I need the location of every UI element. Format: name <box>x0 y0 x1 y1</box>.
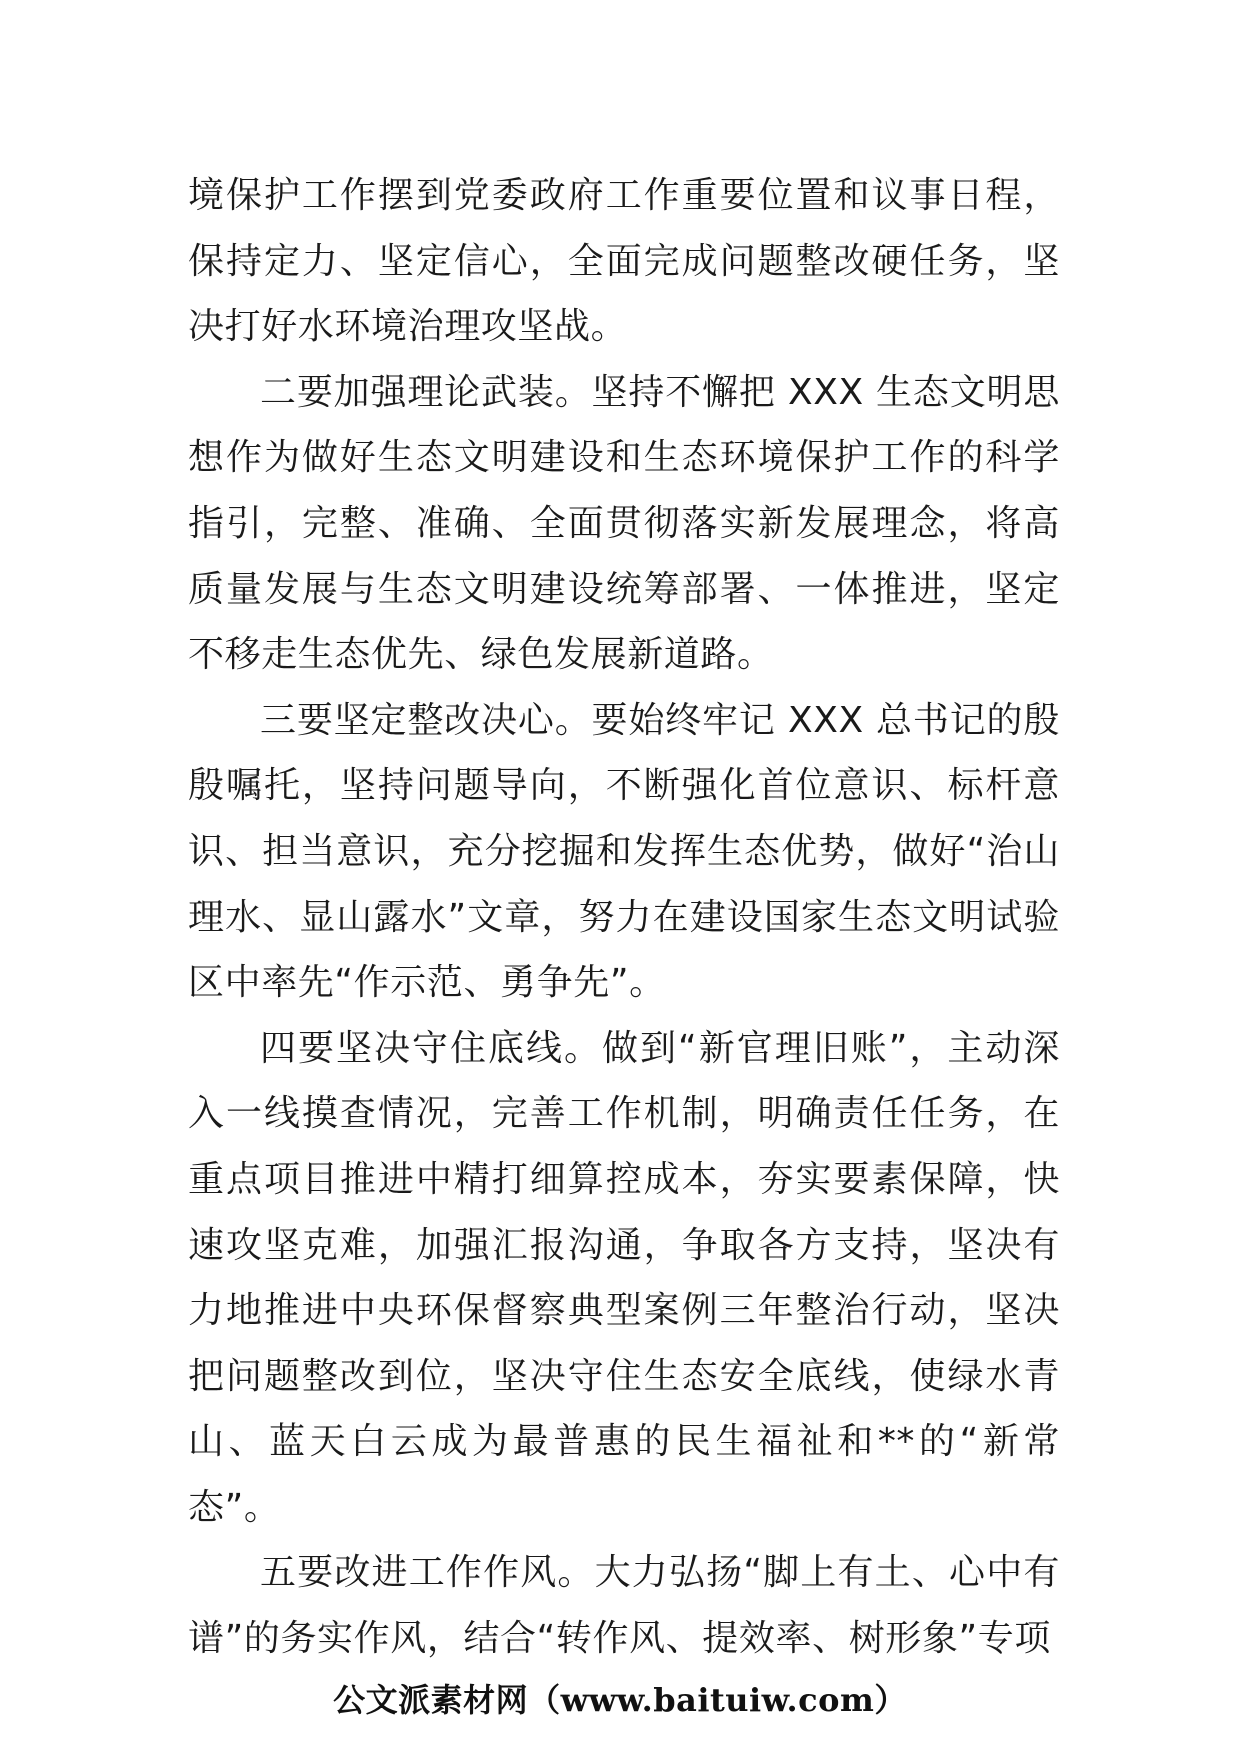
paragraph-hold-bottom-line: 四要坚决守住底线。做到“新官理旧账”，主动深入一线摸查情况，完善工作机制，明确责任任务，在重点项目推进中精打细算控成本，夯实要素保障，快速攻坚克难，加强汇报沟通，争取各方支持，坚决有力地推进中央环保督察典型案例三年整治行动，坚决把问题整改到位，坚决守住生态安全底线，使绿水青山、蓝天白云成为最普惠的民生福祉和**的“新常态”。 <box>188 1027 1060 1528</box>
document-body <box>188 163 1060 1672</box>
paragraph-continuation: 境保护工作摆到党委政府工作重要位置和议事日程，保持定力、坚定信心，全面完成问题整改硬任务，坚决打好水环境治理攻坚战。 <box>188 175 1060 348</box>
paragraph-rectification-resolve: 三要坚定整改决心。要始终牢记 XXX 总书记的殷殷嘱托，坚持问题导向，不断强化首位意识、标杆意识、担当意识，充分挖掘和发挥生态优势，做好“治山理水、显山露水”文章，努力在建设国家生态文明试验区中率先“作示范、勇争先”。 <box>188 699 1060 1004</box>
footer-watermark: 公文派素材网（www.baituiw.com） <box>333 1681 907 1719</box>
paragraph-work-style: 五要改进工作作风。大力弘扬“脚上有土、心中有谱”的务实作风，结合“转作风、提效率、树形象”专项 <box>188 1552 1060 1660</box>
paragraph-theory-study: 二要加强理论武装。坚持不懈把 XXX 生态文明思想作为做好生态文明建设和生态环境保护工作的科学指引，完整、准确、全面贯彻落实新发展理念，将高质量发展与生态文明建设统筹部署、一体推进，坚定不移走生态优先、绿色发展新道路。 <box>188 371 1060 676</box>
